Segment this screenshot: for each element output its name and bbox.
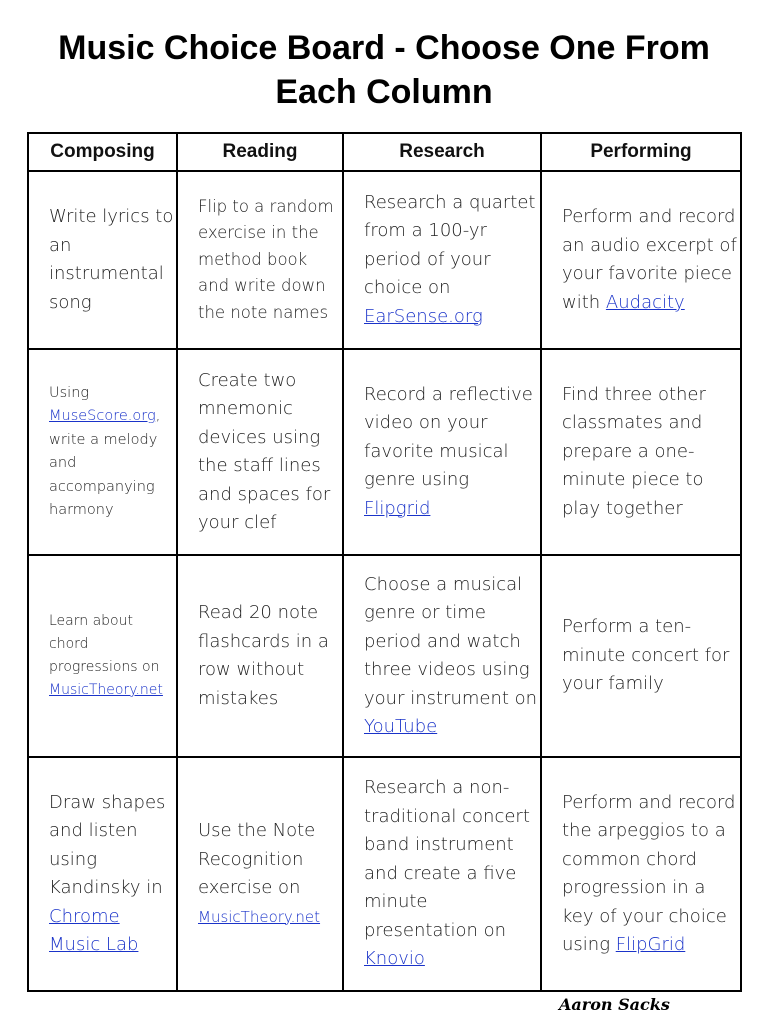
cell-text: Research a quartet from a 100-yr period of your choice on (364, 191, 536, 299)
cell-reading-3 (177, 555, 343, 757)
cell-reading-2 (177, 349, 343, 555)
audacity-link[interactable]: Audacity (605, 291, 685, 313)
cell-text: Find three other classmates and prepare a one-minute piece to play together (562, 383, 706, 519)
cell-text: Choose a musical genre or time period and watch three videos using your instrument on (364, 573, 538, 709)
board-row-2 (28, 349, 741, 555)
page-title (0, 26, 768, 114)
cell-text: Learn about chord progressions on (49, 613, 160, 675)
cell-composing-2 (28, 349, 177, 555)
cell-text: Create two mnemonic devices using the staff lines and spaces for your clef (198, 369, 331, 533)
column-header-composing: Composing (28, 133, 177, 171)
cell-composing-1 (28, 171, 177, 349)
musictheory-link[interactable]: MusicTheory.net (49, 682, 163, 698)
column-header-research: Research (343, 133, 541, 171)
flipgrid-link-2[interactable]: FlipGrid (615, 934, 686, 955)
cell-performing-4 (541, 757, 741, 991)
cell-performing-1 (541, 171, 741, 349)
cell-text: Flip to a random exercise in the method book and write down the note names (198, 196, 334, 322)
cell-text: Record a reflective video on your favorite musical genre using (364, 383, 533, 491)
board-row-4 (28, 757, 741, 991)
author-signature: Aaron Sacks (559, 995, 670, 1014)
board-row-3 (28, 555, 741, 757)
page-title-line-1: Music Choice Board - Choose One From (58, 29, 710, 67)
musescore-link[interactable]: MuseScore.org (49, 408, 156, 424)
cell-text: Use the Note Recognition exercise on (198, 820, 316, 898)
flipgrid-link[interactable]: Flipgrid (364, 497, 431, 519)
earsense-link[interactable]: EarSense.org (364, 305, 483, 327)
musictheory-link-2[interactable]: MusicTheory.net (198, 907, 321, 926)
youtube-link[interactable]: YouTube (364, 716, 438, 737)
cell-text: Draw shapes and listen using Kandinsky in (49, 791, 166, 898)
cell-text: Read 20 note flashcards in a row without mistakes (198, 602, 329, 709)
cell-composing-3 (28, 555, 177, 757)
cell-composing-4 (28, 757, 177, 991)
chrome-music-lab-link[interactable]: Chrome Music Lab (49, 905, 139, 955)
column-header-performing: Performing (541, 133, 741, 171)
cell-text: , write a melody and accompanying harmony (49, 408, 161, 518)
knovio-link[interactable]: Knovio (364, 948, 425, 970)
cell-text: Using (49, 384, 90, 401)
cell-research-3 (343, 555, 541, 757)
board-row-1 (28, 171, 741, 349)
column-header-reading: Reading (177, 133, 343, 171)
cell-performing-2 (541, 349, 741, 555)
cell-text: Write lyrics to an instrumental song (49, 206, 174, 313)
cell-text: Research a non-traditional concert band instrument and create a five minute presentation on (364, 777, 530, 941)
cell-text: Perform a ten-minute concert for your family (562, 616, 730, 695)
cell-research-1 (343, 171, 541, 349)
choice-board-table (27, 132, 742, 992)
cell-research-4 (343, 757, 541, 991)
cell-reading-4 (177, 757, 343, 991)
cell-performing-3 (541, 555, 741, 757)
page-title-line-2: Each Column (275, 73, 493, 111)
header-row (28, 133, 741, 171)
cell-text: Perform and record an audio excerpt of your favorite piece with (562, 206, 737, 313)
cell-research-2 (343, 349, 541, 555)
cell-text: Perform and record the arpeggios to a common chord progression in a key of your choice using (562, 791, 736, 955)
cell-reading-1 (177, 171, 343, 349)
